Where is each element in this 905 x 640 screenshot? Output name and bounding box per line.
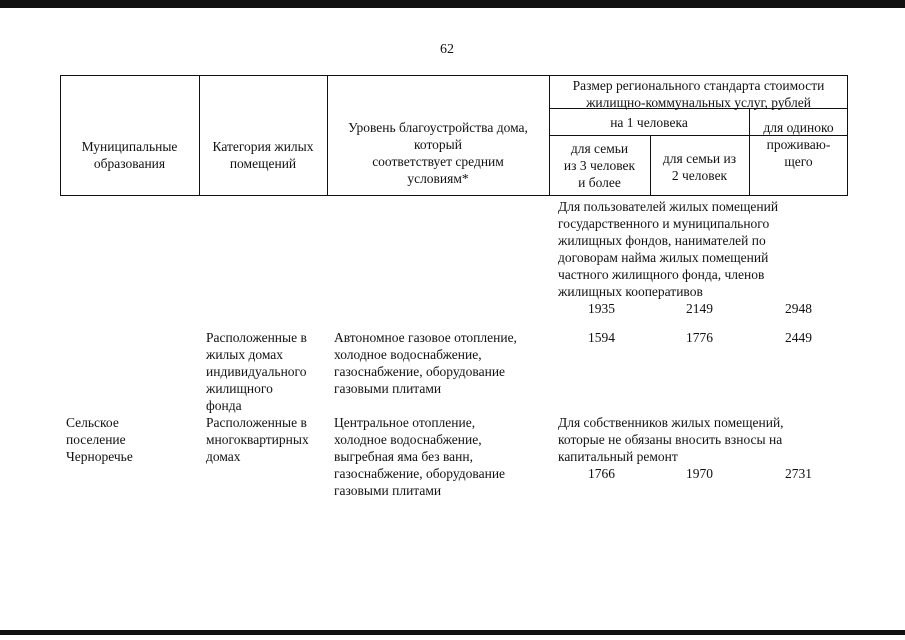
header-category: Категория жилых помещений [212, 139, 314, 171]
row-apartment-value-family3: 1766 [588, 466, 615, 481]
header-family2: для семьи из 2 человек [662, 151, 737, 183]
header-col-line-1 [199, 75, 200, 195]
header-family3: для семьи из 3 человек и более [563, 141, 636, 190]
row-individual-level: Автономное газовое отопление, холодное водоснабжение, газоснабжение, оборудование газовыми плитами [334, 330, 517, 396]
header-level: Уровень благоустройства дома, который соответствует средним условиям* [348, 120, 528, 186]
row-individual-value-family2: 1776 [686, 330, 713, 345]
bottom-rule [0, 630, 905, 635]
group1-value-family2: 2149 [686, 301, 713, 316]
header-single: для одиноко проживаю- щего [763, 120, 834, 169]
header-col-line-0 [60, 75, 61, 195]
row-individual-category: Расположенные в жилых домах индивидуального жилищного фонда [206, 330, 307, 413]
row-individual-value-single: 2449 [785, 330, 812, 345]
top-rule [0, 0, 905, 8]
group1-note: Для пользователей жилых помещений государственного и муниципального жилищных фондов, нанимателей по договорам найма жилых помещений частного жилищного фонда, членов жилищных кооперативов [558, 199, 779, 299]
group1-value-family3: 1935 [588, 301, 615, 316]
row-apartment-value-family2: 1970 [686, 466, 713, 481]
header-standard: Размер регионального стандарта стоимости жилищно-коммунальных услуг, рублей [572, 78, 825, 110]
header-per-person: на 1 человека [610, 115, 688, 130]
row-apartment-note: Для собственников жилых помещений, которые не обязаны вносить взносы на капитальный ремонт [558, 415, 784, 464]
row-individual-value-family3: 1594 [588, 330, 615, 345]
row-apartment-category: Расположенные в многоквартирных домах [206, 415, 309, 464]
header-top-border [60, 75, 848, 76]
header-municipal: Муниципальные образования [81, 139, 178, 171]
row-apartment-value-single: 2731 [785, 466, 812, 481]
header-bottom-border [60, 195, 848, 196]
municipality-name: Сельское поселение Черноречье [66, 415, 133, 464]
group1-value-single: 2948 [785, 301, 812, 316]
page-number: 62 [440, 42, 454, 57]
row-apartment-level: Центральное отопление, холодное водоснабжение, выгребная яма без ванн, газоснабжение, оборудование газовыми плитами [334, 415, 506, 498]
